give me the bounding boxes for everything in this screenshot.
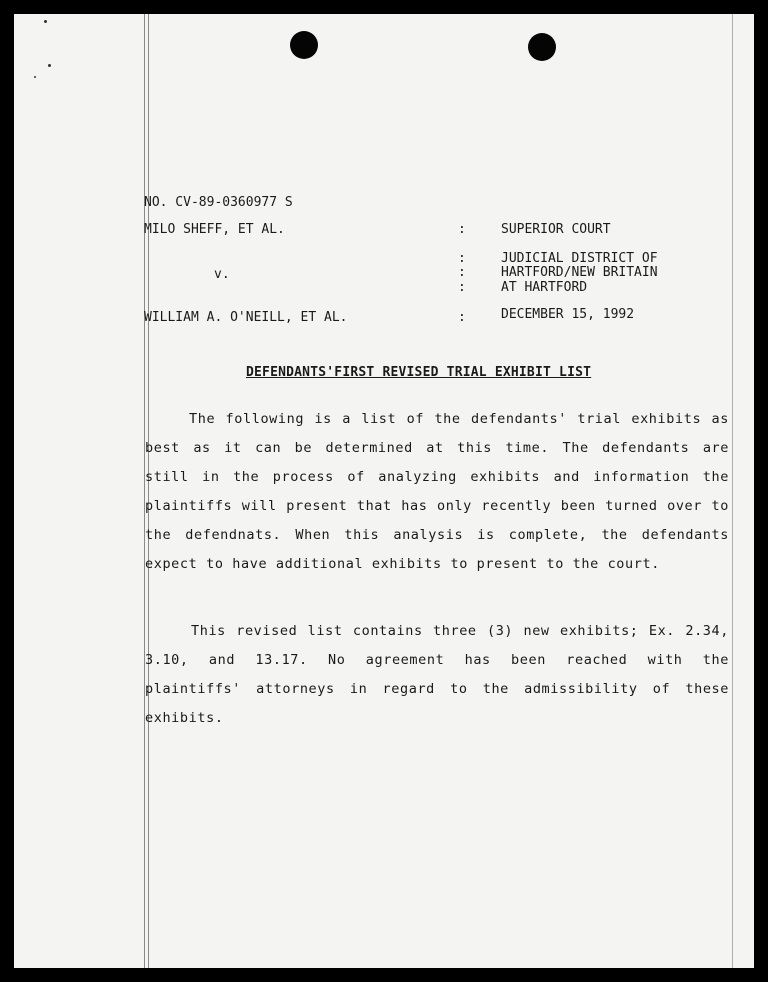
document-page <box>14 14 754 968</box>
district-line-3: AT HARTFORD <box>501 280 588 295</box>
caption-colon: : <box>458 280 466 295</box>
court-name: SUPERIOR COURT <box>501 222 611 237</box>
punch-hole-right <box>528 33 556 61</box>
document-title: DEFENDANTS'FIRST REVISED TRIAL EXHIBIT LIST <box>246 365 592 380</box>
district-line-2: HARTFORD/NEW BRITAIN <box>501 265 658 280</box>
district-line-1: JUDICIAL DISTRICT OF <box>501 251 658 266</box>
scan-speck <box>34 76 36 78</box>
paragraph-text: This revised list contains three (3) new exhibits; Ex. 2.34, 3.10, and 13.17. No agreement has been reached with the plaintiffs' attorneys in regard to the admissibility of these exhibits. <box>145 623 729 726</box>
caption-colon: : <box>458 251 466 266</box>
plaintiff-name: MILO SHEFF, ET AL. <box>144 222 285 237</box>
punch-hole-left <box>290 31 318 59</box>
paragraph-text: The following is a list of the defendants' trial exhibits as best as it can be determined at this time. The defendants are still in the process of analyzing exhibits and information the plaintiffs will present that has only recently been turned over to the defendnats. When this analysis is complete, the defendants expect to have additional exhibits to present to the court. <box>145 411 729 572</box>
caption-colon: : <box>458 222 466 237</box>
versus-label: v. <box>214 267 230 282</box>
caption-colon: : <box>458 310 466 325</box>
body-paragraph-2 <box>145 617 729 733</box>
body-paragraph-1 <box>145 405 729 579</box>
caption-colon: : <box>458 265 466 280</box>
right-margin-rule <box>732 14 733 968</box>
filing-date: DECEMBER 15, 1992 <box>501 307 635 322</box>
scan-speck <box>44 20 47 23</box>
scan-speck <box>48 64 51 67</box>
defendant-name: WILLIAM A. O'NEILL, ET AL. <box>144 310 348 325</box>
docket-number: NO. CV-89-0360977 S <box>144 195 293 210</box>
